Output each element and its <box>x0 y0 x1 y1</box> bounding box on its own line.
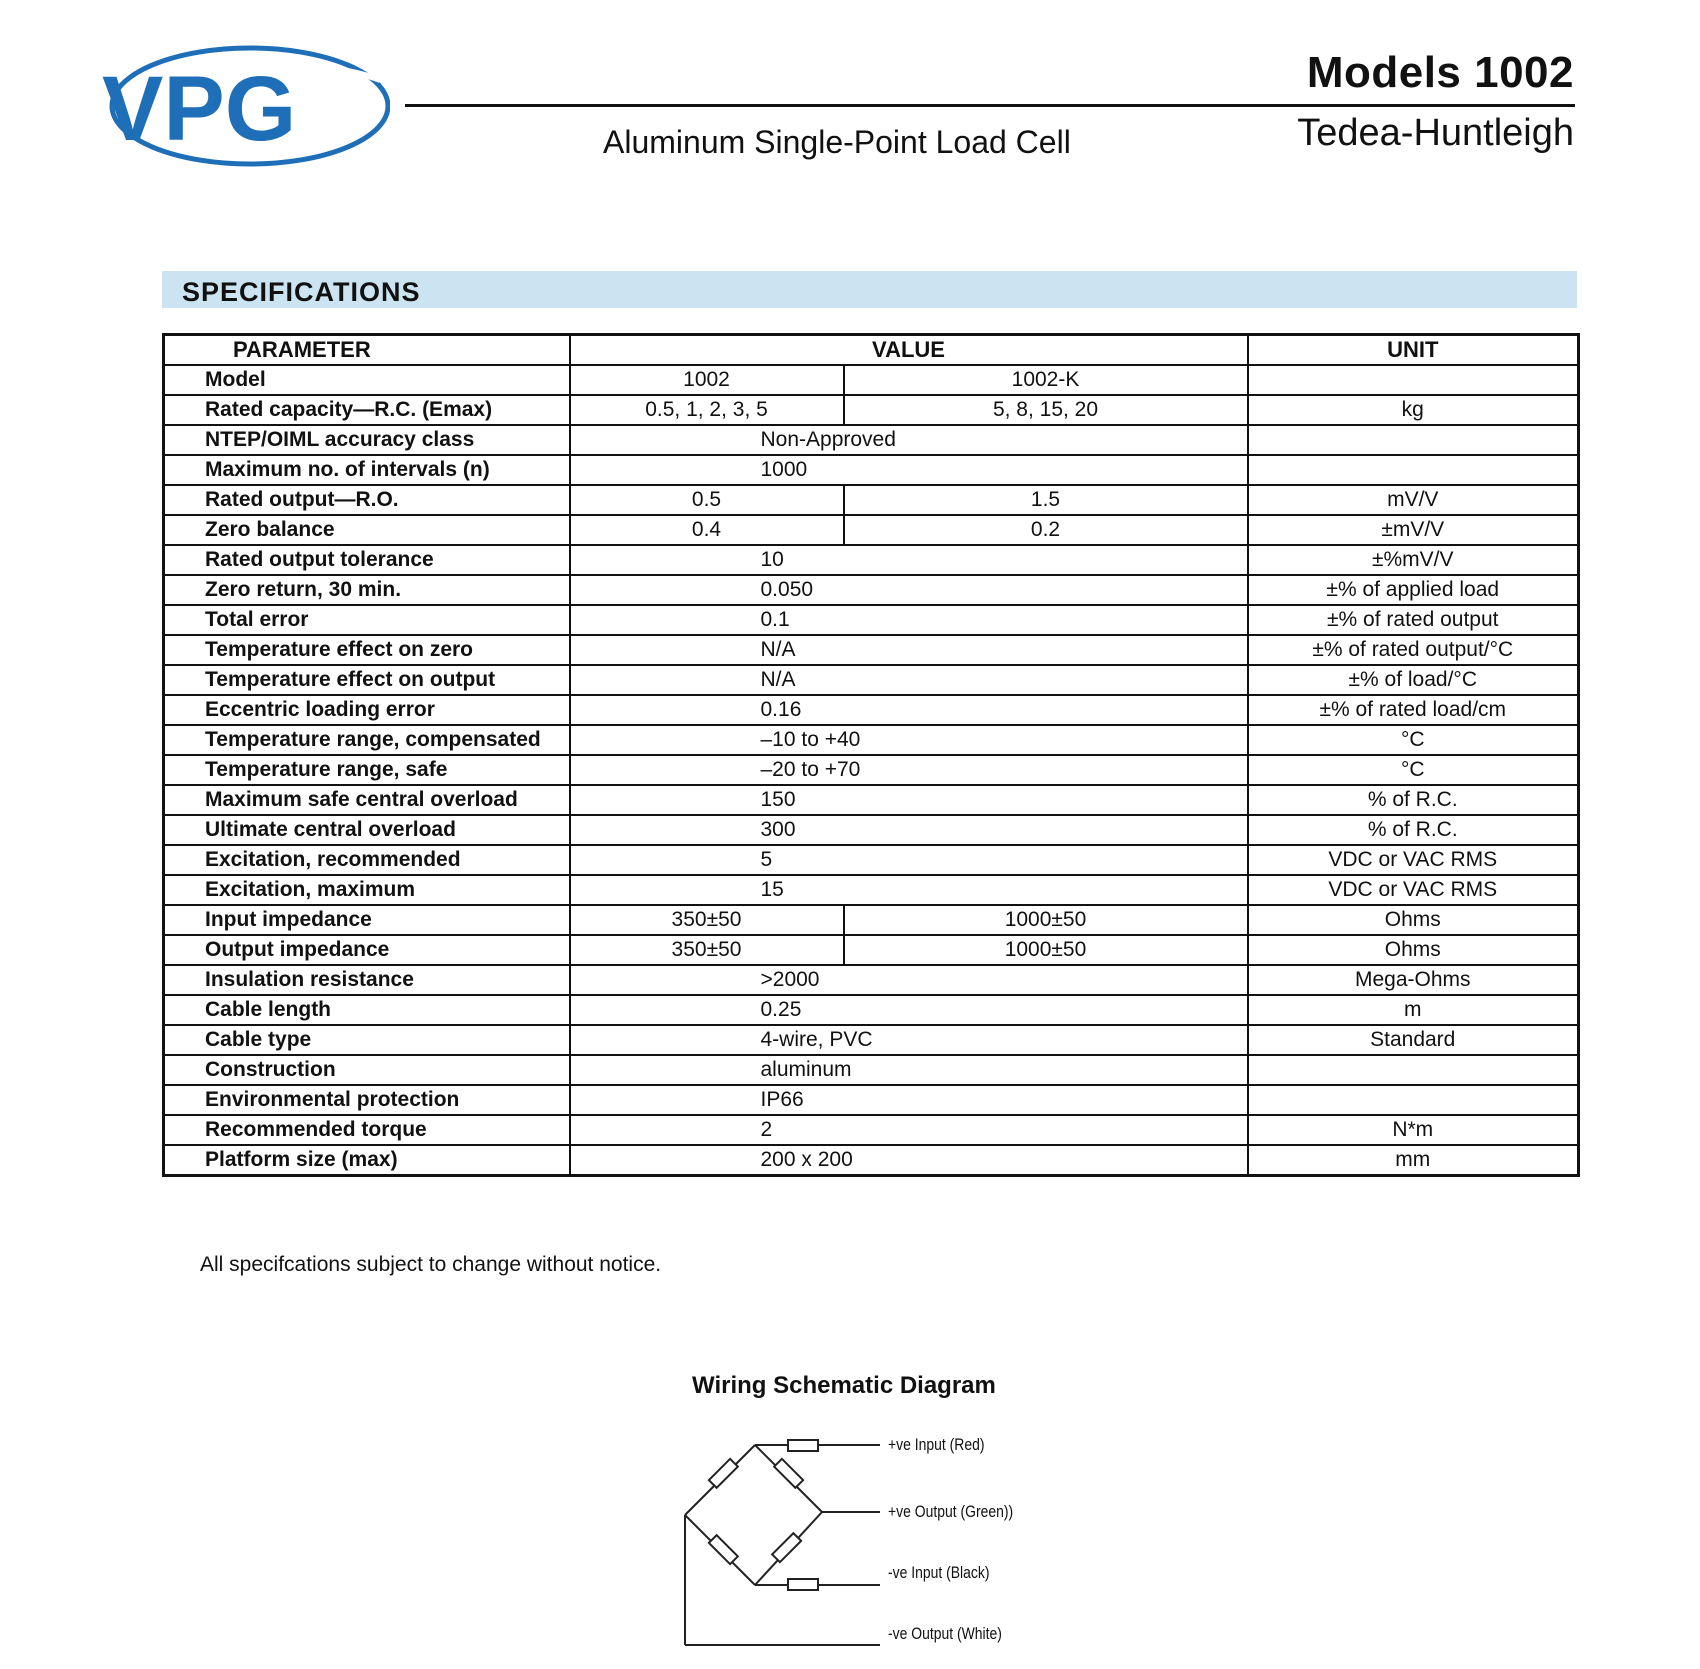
table-row <box>164 1025 1579 1055</box>
table-row <box>164 605 1579 635</box>
diagram-title: Wiring Schematic Diagram <box>692 1372 996 1399</box>
parameter-cell: Maximum no. of intervals (n) <box>164 455 570 485</box>
unit-cell: Ohms <box>1248 935 1579 965</box>
product-subtitle: Aluminum Single-Point Load Cell <box>603 124 1071 160</box>
table-row <box>164 1145 1579 1176</box>
unit-cell: °C <box>1248 725 1579 755</box>
parameter-cell: Output impedance <box>164 935 570 965</box>
table-row <box>164 1085 1579 1115</box>
value-cell: 1000 <box>570 455 1248 485</box>
unit-cell: ±% of rated output <box>1248 605 1579 635</box>
value-cell-k: 1000±50 <box>844 935 1248 965</box>
value-cell-standard: 0.5, 1, 2, 3, 5 <box>570 395 844 425</box>
unit-cell: Standard <box>1248 1025 1579 1055</box>
wire-label-input-pos: +ve Input (Red) <box>888 1435 985 1454</box>
value-cell: 4-wire, PVC <box>570 1025 1248 1055</box>
table-row <box>164 485 1579 515</box>
parameter-cell: Rated output—R.O. <box>164 485 570 515</box>
table-row <box>164 515 1579 545</box>
parameter-cell: Insulation resistance <box>164 965 570 995</box>
value-cell-standard: 0.5 <box>570 485 844 515</box>
value-cell-standard: 1002 <box>570 365 844 395</box>
value-cell: 0.1 <box>570 605 1248 635</box>
value-cell: 150 <box>570 785 1248 815</box>
value-cell-standard: 350±50 <box>570 935 844 965</box>
table-row <box>164 695 1579 725</box>
table-row <box>164 725 1579 755</box>
parameter-cell: Input impedance <box>164 905 570 935</box>
value-cell: 200 x 200 <box>570 1145 1248 1176</box>
value-cell: 0.25 <box>570 995 1248 1025</box>
parameter-cell: Temperature range, compensated <box>164 725 570 755</box>
unit-cell: VDC or VAC RMS <box>1248 875 1579 905</box>
header-unit: UNIT <box>1248 335 1579 366</box>
table-row <box>164 575 1579 605</box>
parameter-cell: Excitation, maximum <box>164 875 570 905</box>
value-cell: aluminum <box>570 1055 1248 1085</box>
table-row <box>164 905 1579 935</box>
vpg-logo <box>100 40 390 175</box>
wiring-schematic <box>670 1420 1070 1660</box>
table-row <box>164 755 1579 785</box>
table-row <box>164 785 1579 815</box>
unit-cell <box>1248 455 1579 485</box>
unit-cell: % of R.C. <box>1248 785 1579 815</box>
parameter-cell: Recommended torque <box>164 1115 570 1145</box>
parameter-cell: Zero balance <box>164 515 570 545</box>
unit-cell <box>1248 365 1579 395</box>
parameter-cell: Temperature range, safe <box>164 755 570 785</box>
value-cell: 2 <box>570 1115 1248 1145</box>
specifications-table <box>162 333 1580 1177</box>
unit-cell: ±mV/V <box>1248 515 1579 545</box>
table-row <box>164 665 1579 695</box>
value-cell-standard: 0.4 <box>570 515 844 545</box>
specifications-bar <box>162 271 1577 308</box>
parameter-cell: Ultimate central overload <box>164 815 570 845</box>
value-cell-k: 1.5 <box>844 485 1248 515</box>
table-row <box>164 875 1579 905</box>
value-cell: 0.050 <box>570 575 1248 605</box>
value-cell: Non-Approved <box>570 425 1248 455</box>
brand-name: Tedea-Huntleigh <box>1297 112 1574 154</box>
table-row <box>164 995 1579 1025</box>
unit-cell <box>1248 425 1579 455</box>
unit-cell <box>1248 1085 1579 1115</box>
model-title: Models 1002 <box>1306 48 1574 97</box>
table-header-row <box>164 335 1579 366</box>
value-cell: N/A <box>570 665 1248 695</box>
table-row <box>164 545 1579 575</box>
parameter-cell: Platform size (max) <box>164 1145 570 1176</box>
table-row <box>164 395 1579 425</box>
unit-cell <box>1248 1055 1579 1085</box>
unit-cell: ±% of load/°C <box>1248 665 1579 695</box>
unit-cell: ±% of applied load <box>1248 575 1579 605</box>
parameter-cell: Excitation, recommended <box>164 845 570 875</box>
parameter-cell: NTEP/OIML accuracy class <box>164 425 570 455</box>
table-row <box>164 365 1579 395</box>
value-cell-k: 1000±50 <box>844 905 1248 935</box>
table-row <box>164 635 1579 665</box>
value-cell: –10 to +40 <box>570 725 1248 755</box>
table-row <box>164 1055 1579 1085</box>
unit-cell: Mega-Ohms <box>1248 965 1579 995</box>
parameter-cell: Eccentric loading error <box>164 695 570 725</box>
wire-label-input-neg: -ve Input (Black) <box>888 1563 990 1582</box>
value-cell-standard: 350±50 <box>570 905 844 935</box>
value-cell: 300 <box>570 815 1248 845</box>
value-cell: 15 <box>570 875 1248 905</box>
table-row <box>164 845 1579 875</box>
value-cell: 10 <box>570 545 1248 575</box>
disclaimer-note: All specifcations subject to change without notice. <box>200 1253 662 1276</box>
value-cell: 5 <box>570 845 1248 875</box>
unit-cell: kg <box>1248 395 1579 425</box>
table-row <box>164 965 1579 995</box>
unit-cell: ±% of rated load/cm <box>1248 695 1579 725</box>
unit-cell: mm <box>1248 1145 1579 1176</box>
parameter-cell: Zero return, 30 min. <box>164 575 570 605</box>
parameter-cell: Model <box>164 365 570 395</box>
table-row <box>164 935 1579 965</box>
parameter-cell: Rated output tolerance <box>164 545 570 575</box>
parameter-cell: Temperature effect on zero <box>164 635 570 665</box>
unit-cell: % of R.C. <box>1248 815 1579 845</box>
table-row <box>164 815 1579 845</box>
parameter-cell: Environmental protection <box>164 1085 570 1115</box>
unit-cell: ±% of rated output/°C <box>1248 635 1579 665</box>
value-cell-k: 1002-K <box>844 365 1248 395</box>
unit-cell: N*m <box>1248 1115 1579 1145</box>
parameter-cell: Construction <box>164 1055 570 1085</box>
parameter-cell: Temperature effect on output <box>164 665 570 695</box>
value-cell: 0.16 <box>570 695 1248 725</box>
value-cell: –20 to +70 <box>570 755 1248 785</box>
wire-label-output-neg: -ve Output (White) <box>888 1624 1002 1643</box>
unit-cell: m <box>1248 995 1579 1025</box>
value-cell: IP66 <box>570 1085 1248 1115</box>
table-row <box>164 1115 1579 1145</box>
table-row <box>164 425 1579 455</box>
unit-cell: Ohms <box>1248 905 1579 935</box>
value-cell-k: 0.2 <box>844 515 1248 545</box>
value-cell: >2000 <box>570 965 1248 995</box>
parameter-cell: Total error <box>164 605 570 635</box>
section-title: SPECIFICATIONS <box>182 277 421 307</box>
unit-cell: VDC or VAC RMS <box>1248 845 1579 875</box>
table-row <box>164 455 1579 485</box>
header-parameter: PARAMETER <box>164 335 570 366</box>
value-cell-k: 5, 8, 15, 20 <box>844 395 1248 425</box>
header-value: VALUE <box>570 335 1248 366</box>
unit-cell: ±%mV/V <box>1248 545 1579 575</box>
unit-cell: mV/V <box>1248 485 1579 515</box>
logo-text: VPG <box>102 58 297 160</box>
parameter-cell: Cable type <box>164 1025 570 1055</box>
parameter-cell: Maximum safe central overload <box>164 785 570 815</box>
parameter-cell: Cable length <box>164 995 570 1025</box>
header-rule <box>405 104 1575 107</box>
parameter-cell: Rated capacity—R.C. (Emax) <box>164 395 570 425</box>
unit-cell: °C <box>1248 755 1579 785</box>
wire-label-output-pos: +ve Output (Green)) <box>888 1502 1014 1521</box>
value-cell: N/A <box>570 635 1248 665</box>
